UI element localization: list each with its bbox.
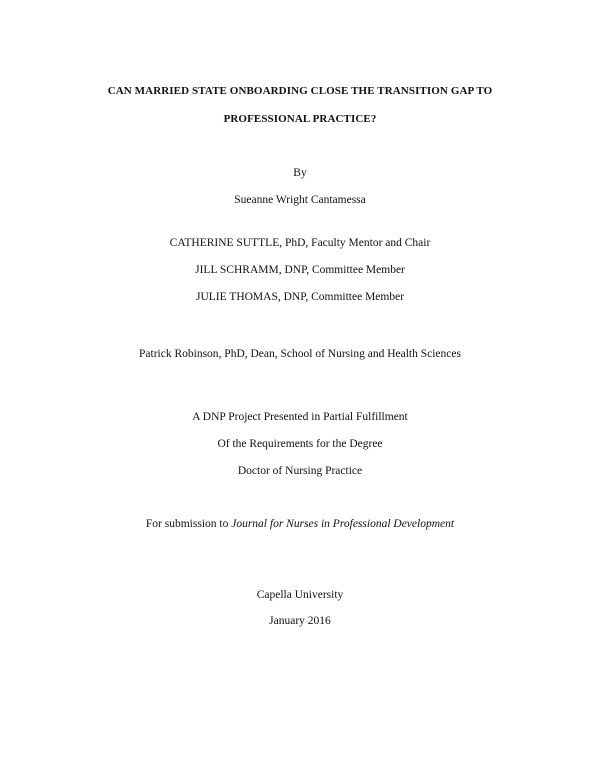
- title-line-1: CAN MARRIED STATE ONBOARDING CLOSE THE TRANSITION GAP TO: [107, 85, 493, 97]
- degree-line-1: A DNP Project Presented in Partial Fulfillment: [192, 411, 408, 423]
- submission-date: January 2016: [269, 615, 331, 627]
- committee-member-2: JULIE THOMAS, DNP, Committee Member: [195, 291, 405, 303]
- committee-member-1: JILL SCHRAMM, DNP, Committee Member: [195, 264, 405, 276]
- committee-chair: CATHERINE SUTTLE, PhD, Faculty Mentor and Chair: [169, 237, 431, 249]
- title-line-2: PROFESSIONAL PRACTICE?: [223, 113, 377, 125]
- submission-line: [0, 517, 600, 531]
- degree-line-3: Doctor of Nursing Practice: [237, 465, 363, 477]
- submission-prefix: For submission to: [145, 518, 232, 530]
- university-name: Capella University: [256, 589, 344, 601]
- by-label: By: [293, 167, 307, 179]
- degree-line-2: Of the Requirements for the Degree: [217, 438, 383, 450]
- dean-line: Patrick Robinson, PhD, Dean, School of Nursing and Health Sciences: [139, 348, 461, 360]
- author-name: Sueanne Wright Cantamessa: [234, 194, 366, 206]
- journal-name: Journal for Nurses in Professional Development: [231, 518, 455, 530]
